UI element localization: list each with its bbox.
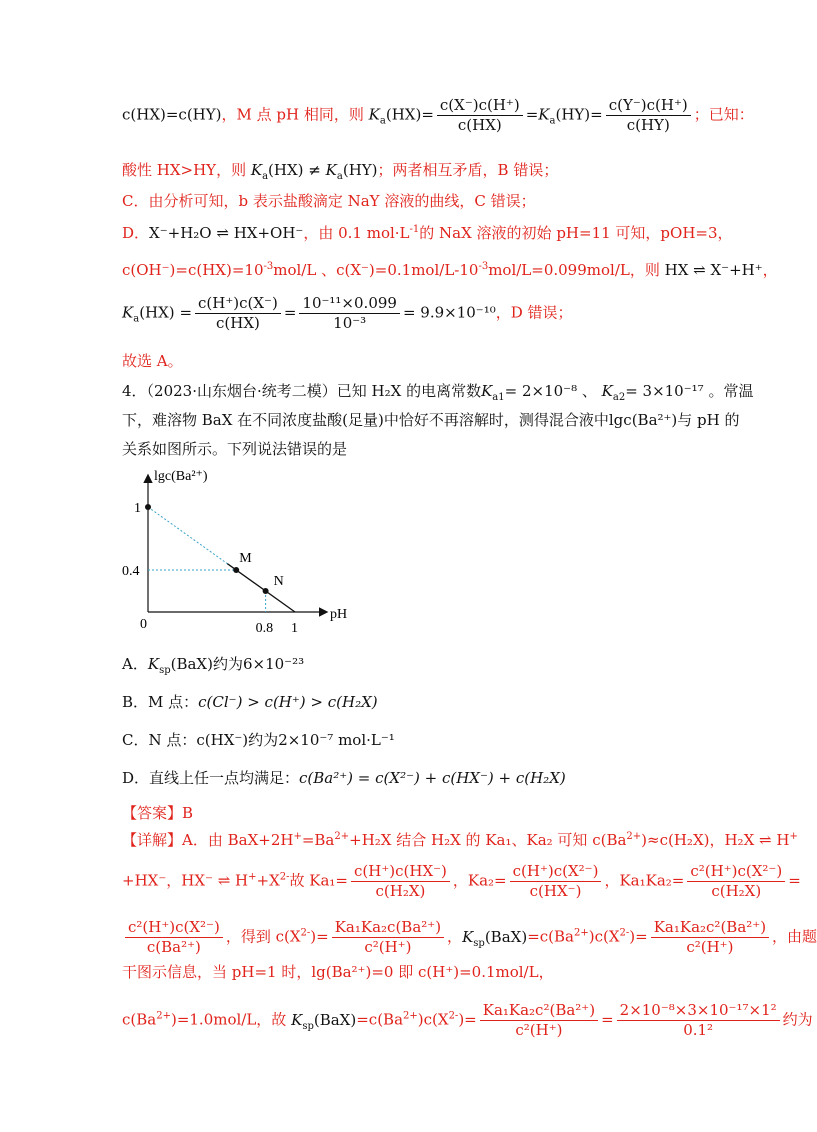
text: +HX⁻，HX⁻ ⇌ H [122, 871, 249, 890]
equal-conc: c(HX)=c(HY) [122, 105, 222, 124]
sub: a1 [492, 392, 505, 403]
line-3: C．由分析可知，b 表示盐酸滴定 NaY 溶液的曲线，C 错误； [122, 192, 536, 210]
text: D． [122, 224, 150, 242]
eq: = [179, 303, 193, 322]
x-tick-label: 1 [291, 621, 298, 636]
denominator: c(Ba²⁺) [146, 938, 201, 956]
line-7: 故选 A。 [122, 352, 183, 370]
ka-symbol: K [122, 303, 134, 322]
eq: = [421, 105, 434, 124]
fraction [195, 296, 281, 331]
line-1 [122, 98, 754, 133]
text: ；两者相互矛盾，B 错误； [377, 161, 559, 179]
q4-line-2: 下，难溶物 BaX 在不同浓度盐酸(足量)中恰好不再溶解时，测得混合液中lgc(Ba²⁺)与 pH 的 [122, 411, 740, 429]
fraction [125, 920, 223, 955]
numerator: c(H⁺)c(X⁻) [195, 296, 281, 314]
option-b [122, 695, 378, 710]
sup: 2+ [334, 831, 350, 842]
sub: sp [302, 1020, 314, 1032]
sup: 2+ [403, 1010, 418, 1022]
text: 4．（2023·山东烟台·统考二模）已知 H₂X 的电离常数 [122, 382, 482, 400]
denominator: c(HX) [457, 116, 502, 134]
text: =Ba [301, 831, 335, 849]
x-axis-label: pH [330, 607, 348, 622]
denominator: c²(H⁺) [686, 938, 734, 956]
text: = [788, 871, 801, 890]
fraction [480, 1003, 598, 1038]
value: (BaX)约为6×10⁻²³ [170, 655, 305, 673]
ka-symbol: K [601, 382, 613, 400]
text: ，由 0.1 mol·L [303, 224, 410, 242]
text: c(OH⁻)=c(HX)=10 [122, 261, 264, 279]
text: )c(X [417, 1010, 449, 1029]
sub: a [549, 115, 556, 127]
text: C．N 点： [122, 731, 197, 749]
x-tick-label: 0.8 [255, 621, 274, 636]
denominator: c(H₂X) [375, 882, 426, 900]
sup: -1 [409, 224, 420, 235]
sub: sp [159, 665, 171, 676]
text: B．M 点： [122, 693, 199, 711]
lg-ba-vs-ph-chart [120, 462, 360, 642]
point-label-m: M [239, 551, 252, 566]
hy: (HY) [342, 161, 378, 179]
denominator: c²(H⁺) [515, 1021, 563, 1039]
start-point [145, 504, 151, 510]
line-6 [122, 296, 573, 331]
text: mol/L=0.099mol/L，则 [488, 261, 665, 279]
option-a [122, 655, 305, 676]
sup: 2- [448, 1010, 459, 1022]
numerator: c(X⁻)c(H⁺) [437, 98, 523, 116]
sub: a [262, 171, 269, 182]
numerator: 10⁻¹¹×0.099 [299, 296, 400, 314]
text: ，Ka₁Ka₂= [604, 871, 685, 890]
text: D．直线上任一点均满足： [122, 769, 300, 787]
hx: (HX) [139, 303, 175, 322]
result: = 9.9×10⁻¹⁰ [402, 303, 496, 322]
fraction [299, 296, 400, 331]
text: =c(Ba [356, 1010, 404, 1029]
text: 的 NaX 溶液的初始 pH=11 可知，pOH=3， [419, 224, 733, 242]
text: +H₂X 结合 H₂X 的 Ka₁、Ka₂ 可知 c(Ba [349, 831, 627, 849]
ka-symbol: K [481, 382, 493, 400]
bax: (BaX) [484, 927, 528, 946]
hx: (HX) [385, 105, 422, 124]
ka-symbol: K [368, 105, 380, 124]
answer: 【答案】B [122, 804, 194, 822]
text: A． [122, 655, 148, 673]
eq: = [525, 105, 539, 124]
sup: 2- [619, 927, 630, 939]
sup: -3 [263, 261, 274, 272]
sup: 2+ [156, 1010, 171, 1022]
text: 。常温 [703, 382, 754, 400]
denominator: c(HX⁻) [529, 882, 582, 900]
value: c(Ba²⁺) = c(X²⁻) + c(HX⁻) + c(H₂X) [299, 769, 566, 787]
text: ，D 错误； [495, 303, 573, 322]
text: 【详解】A．由 BaX+2H [122, 831, 294, 849]
numerator: Ka₁Ka₂c²(Ba²⁺) [480, 1003, 598, 1021]
sub: sp [473, 937, 485, 949]
q4-line-1 [122, 382, 754, 403]
detail-line-1 [122, 833, 798, 848]
fraction [617, 1003, 780, 1038]
text: ，M 点 pH 相同，则 [221, 105, 369, 124]
denominator: c(HX) [215, 314, 260, 332]
denominator: 10⁻³ [333, 314, 367, 332]
text: )= [310, 927, 329, 946]
denominator: c²(H⁺) [364, 938, 412, 956]
value: c(HX⁻) [196, 731, 249, 749]
text: ，Ka₂= [452, 871, 507, 890]
sub: a2 [612, 392, 626, 403]
numerator: c(H⁺)c(X²⁻) [510, 864, 602, 882]
sub: a [379, 115, 386, 127]
sub: a [133, 313, 140, 325]
eq: = [590, 105, 603, 124]
detail-line-5 [122, 1003, 813, 1038]
text: ， [762, 261, 778, 279]
numerator: c²(H⁺)c(X²⁻) [125, 920, 223, 938]
guide-line-upper [148, 507, 236, 570]
value: = 2×10⁻⁸ [504, 382, 578, 400]
equation: X⁻+H₂O ⇌ HX+OH⁻ [149, 224, 304, 242]
equation: HX ⇌ X⁻+H⁺ [664, 261, 763, 279]
fraction [437, 98, 523, 133]
fraction [651, 920, 769, 955]
option-d [122, 771, 566, 786]
text: =c(Ba [527, 927, 574, 946]
fraction [332, 920, 444, 955]
sup: 2- [279, 871, 290, 883]
fraction [606, 98, 691, 133]
ka-symbol: K [325, 161, 337, 179]
line-5 [122, 263, 778, 278]
sup: + [293, 831, 302, 842]
eq: = [601, 1010, 614, 1029]
numerator: c(Y⁻)c(H⁺) [606, 98, 691, 116]
numerator: Ka₁Ka₂c(Ba²⁺) [332, 920, 444, 938]
sup: -3 [478, 261, 489, 272]
sup: 2+ [573, 927, 589, 939]
option-c [122, 733, 395, 748]
neq: ≠ [308, 161, 321, 179]
text: 约为 [782, 1010, 813, 1029]
sub: a [336, 171, 343, 182]
text: )c(X [588, 927, 620, 946]
text: mol/L 、c(X⁻)=0.1mol/L-10 [273, 261, 479, 279]
sup: 2+ [626, 831, 642, 842]
detail-line-3 [122, 920, 817, 955]
text: ，得到 c(X [225, 927, 301, 946]
text: )≈c(H₂X)，H₂X ⇌ H [641, 831, 790, 849]
bax: (BaX) [313, 1010, 357, 1029]
line-2 [122, 161, 559, 182]
sup: + [789, 831, 798, 842]
numerator: Ka₁Ka₂c²(Ba²⁺) [651, 920, 769, 938]
sep: 、 [577, 382, 602, 400]
denominator: c(H₂X) [711, 882, 762, 900]
detail-line-4: 干图示信息，当 pH=1 时，lg(Ba²⁺)=0 即 c(H⁺)=0.1mol/L， [122, 963, 554, 981]
eq: = [283, 303, 297, 322]
q4-line-3: 关系如图所示。下列说法错误的是 [122, 440, 348, 458]
value: = 3×10⁻¹⁷ [625, 382, 704, 400]
numerator: 2×10⁻⁸×3×10⁻¹⁷×1² [617, 1003, 780, 1021]
point-n [263, 588, 269, 594]
hx: (HX) [268, 161, 304, 179]
text: ；已知： [693, 105, 754, 124]
denominator: c(HY) [626, 116, 670, 134]
text: +X [256, 871, 280, 890]
y-axis-label: lgc(Ba²⁺) [154, 469, 208, 484]
text: 酸性 HX>HY，则 [122, 161, 251, 179]
text: 故 Ka₁= [289, 871, 348, 890]
y-tick-label: 1 [134, 501, 141, 516]
ka-symbol: K [250, 161, 263, 179]
k-symbol: K [291, 1010, 303, 1029]
value: c(Cl⁻) > c(H⁺) > c(H₂X) [198, 693, 378, 711]
y-tick-label: 0.4 [122, 564, 140, 579]
fraction [351, 864, 450, 899]
text: c(Ba [122, 1010, 157, 1029]
sup: 2- [300, 927, 311, 939]
line-4 [122, 226, 733, 241]
detail-line-2 [122, 864, 801, 899]
k-symbol: K [462, 927, 474, 946]
numerator: c²(H⁺)c(X²⁻) [687, 864, 785, 882]
hy: (HY) [555, 105, 591, 124]
origin-label: 0 [140, 617, 147, 632]
k-symbol: K [147, 655, 160, 673]
sup: + [248, 871, 257, 883]
value: 2×10⁻⁷ mol·L⁻¹ [278, 731, 395, 749]
text: 约为 [248, 731, 279, 749]
denominator: 0.1² [683, 1021, 714, 1039]
text: )=1.0mol/L，故 [170, 1010, 292, 1029]
fraction [687, 864, 785, 899]
point-label-n: N [273, 574, 284, 589]
numerator: c(H⁺)c(HX⁻) [351, 864, 450, 882]
text: ，由题 [772, 927, 817, 946]
text: ， [447, 927, 463, 946]
text: )= [629, 927, 648, 946]
text: )= [458, 1010, 477, 1029]
ka-symbol: K [538, 105, 550, 124]
fraction [510, 864, 602, 899]
point-m [233, 567, 239, 573]
